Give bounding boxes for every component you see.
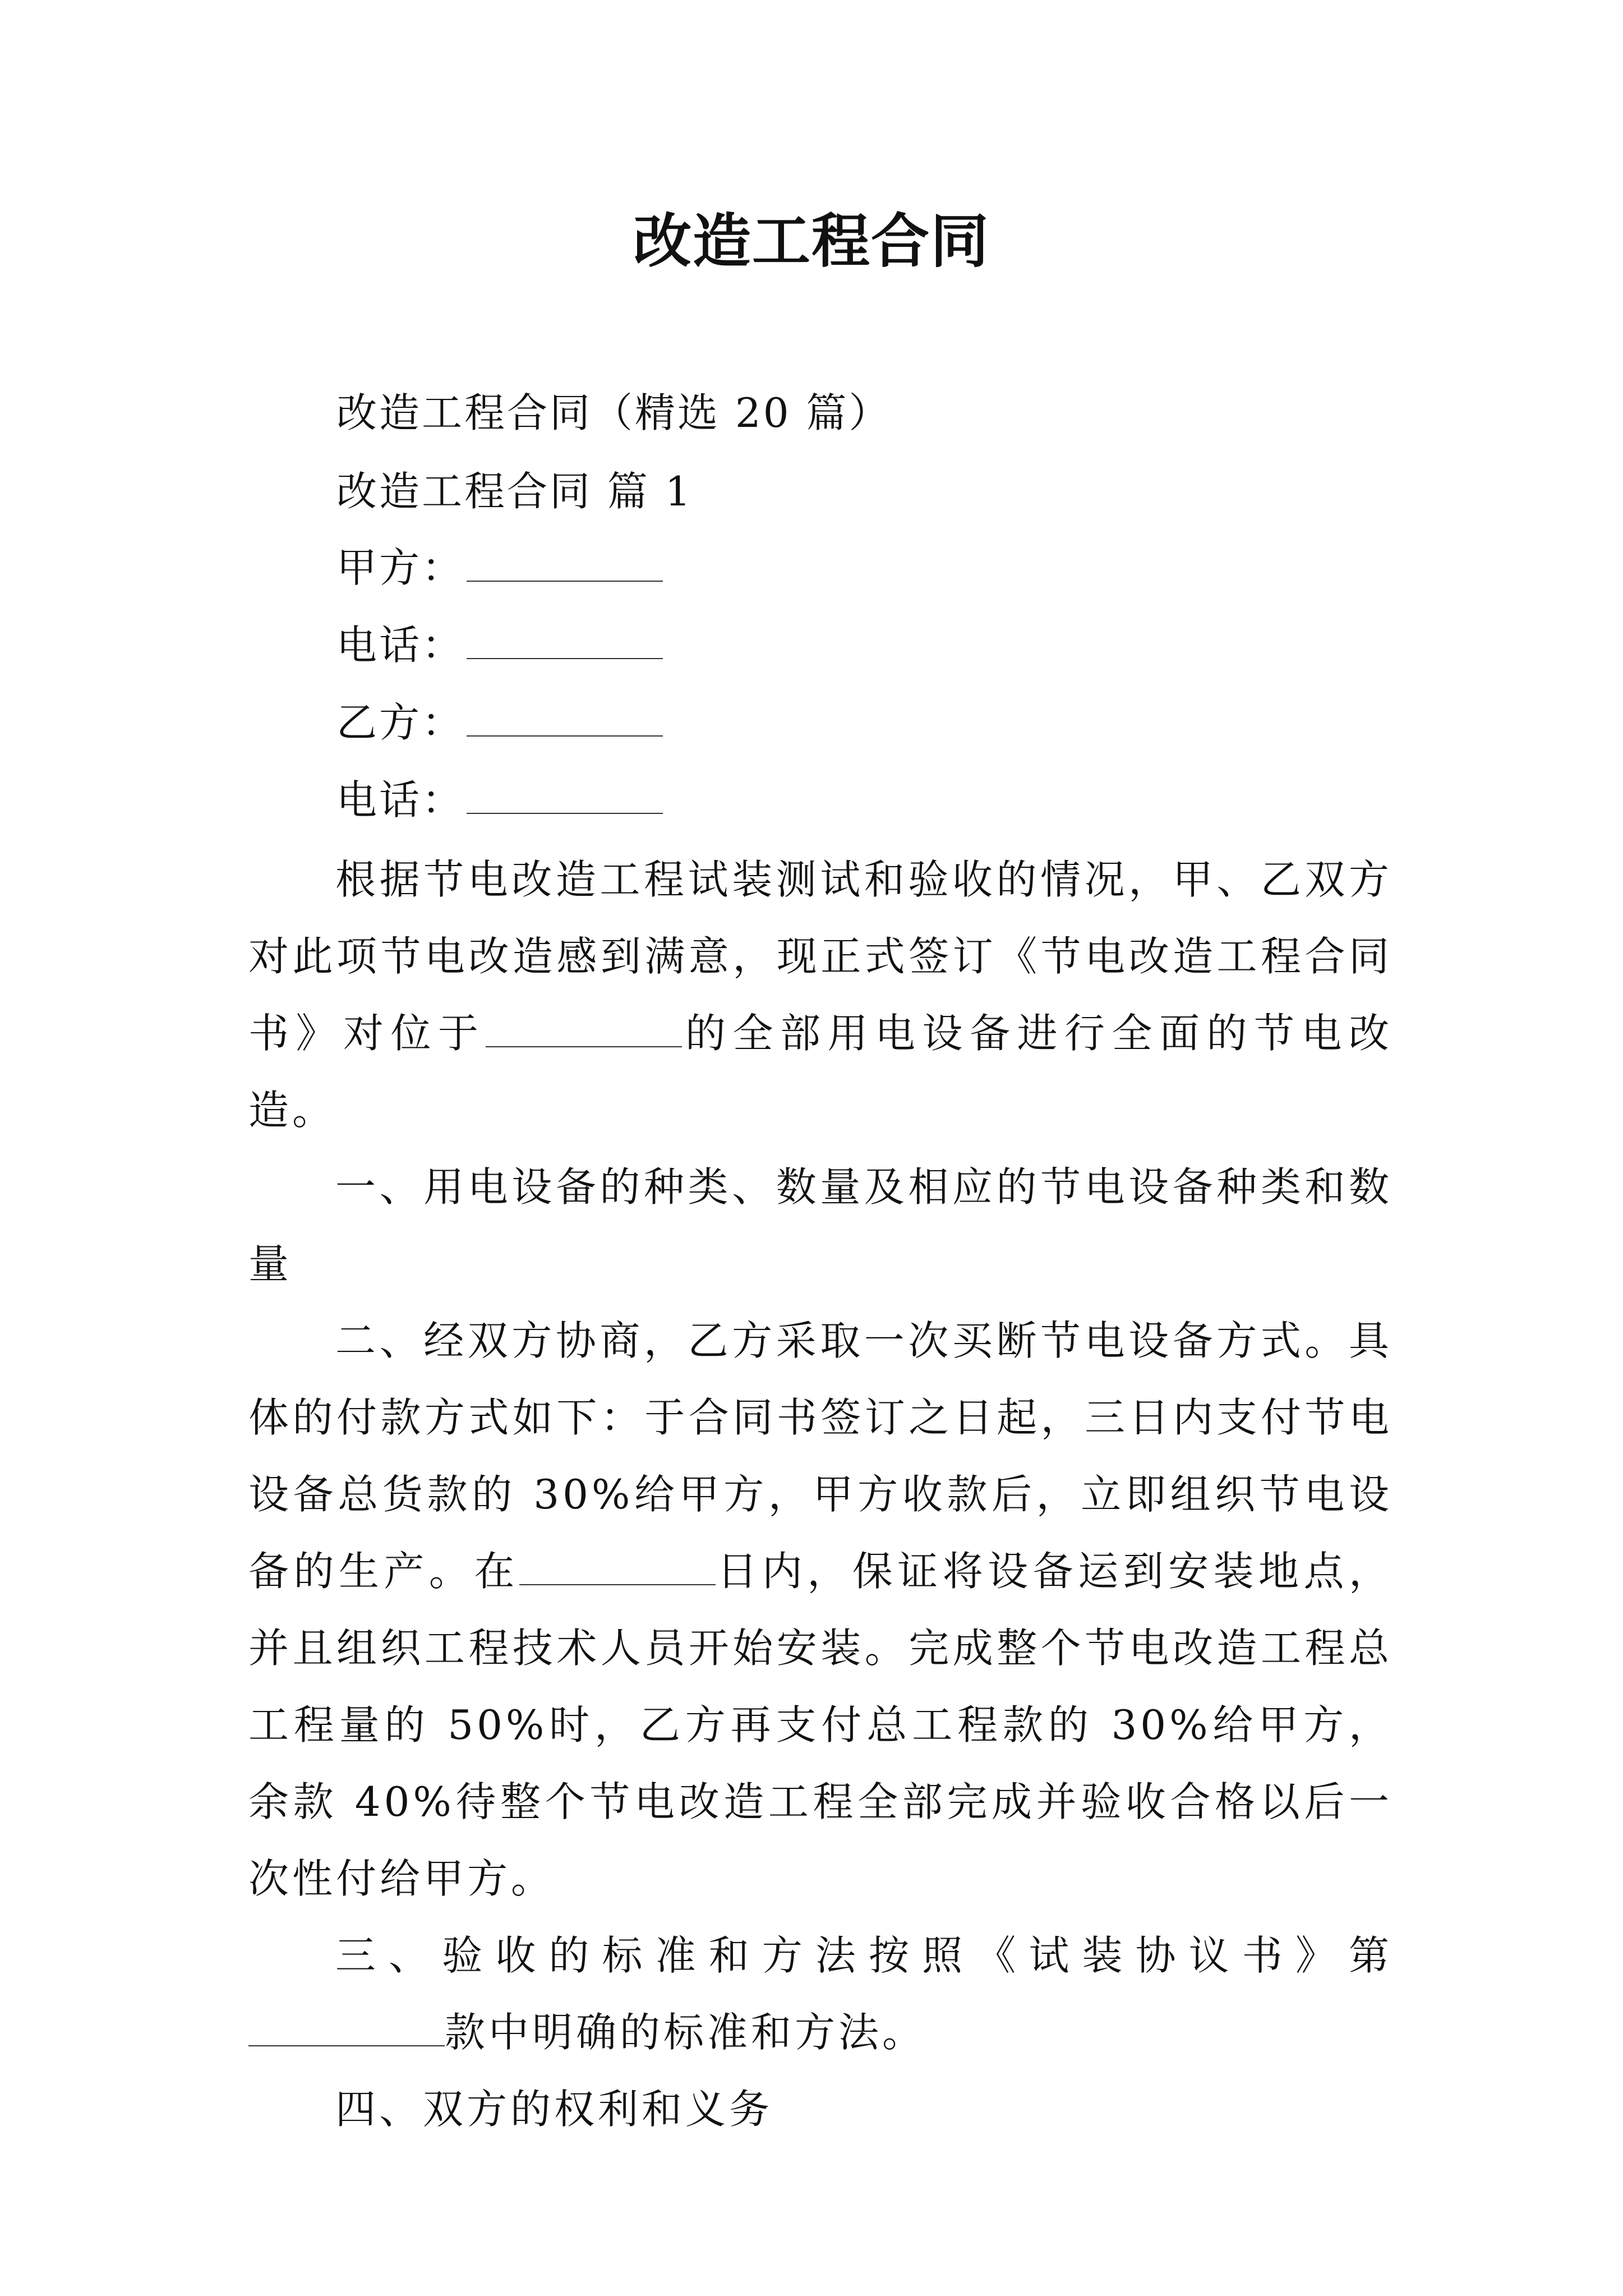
paragraph-clause-3 [248,1917,1393,2071]
party-b-phone-line [336,773,663,827]
paragraph-clause-2-text-b: 日内，保证将设备运到安装地点，并且组织工程技术人员开始安装。完成整个节电改造工程总工程量的 50%时，乙方再支付总工程款的 30%给甲方，余款 40%待整个节电改造工程全部完成并验收合格以后一次性付给甲方。 [248,1548,1393,1902]
body-text [248,841,1393,2148]
party-a-phone-blank [467,624,663,659]
party-a-label: 甲方： [336,544,465,591]
days-blank [519,1552,716,1585]
document-title: 改造工程合同 [633,206,990,275]
party-b-blank [467,702,663,737]
section-heading: 改造工程合同 篇 1 [336,468,693,515]
clause-number-blank [248,2013,445,2046]
document-subtitle: 改造工程合同（精选 20 篇） [336,389,892,436]
party-b-phone-blank [467,779,663,814]
paragraph-clause-2 [248,1303,1393,1917]
paragraph-clause-2-text-a: 二、经双方协商，乙方采取一次买断节电设备方式。具体的付款方式如下：于合同书签订之日起，三日内支付节电设备总货款的 30%给甲方，甲方收款后，立即组织节电设备的生产。在 [248,1317,1393,1595]
party-a-phone-label: 电话： [336,622,465,669]
paragraph-clause-3-text-a: 三、验收的标准和方法按照《试装协议书》第 [335,1932,1393,1979]
paragraph-clause-4: 四、双方的权利和义务 [335,2086,773,2133]
paragraph-intro-text-a: 根据节电改造工程试装测试和验收的情况，甲、乙双方对此项节电改造感到满意，现正式签订《节电改造工程合同书》对位于 [248,856,1393,1057]
party-b-line [336,696,663,749]
party-a-blank [467,547,663,582]
party-b-phone-label: 电话： [336,776,465,823]
paragraph-clause-3-text-b: 款中明确的标准和方法。 [445,2009,926,2056]
paragraph-intro-text-b: 的全部用电设备进行全面的节电改造。 [248,1010,1393,1134]
paragraph-intro [248,841,1393,1149]
party-b-label: 乙方： [336,699,465,746]
party-a-phone-line [336,618,663,672]
party-a-line [336,541,663,595]
paragraph-clause-1: 一、用电设备的种类、数量及相应的节电设备种类和数量 [248,1163,1393,1287]
location-blank [486,1014,682,1047]
